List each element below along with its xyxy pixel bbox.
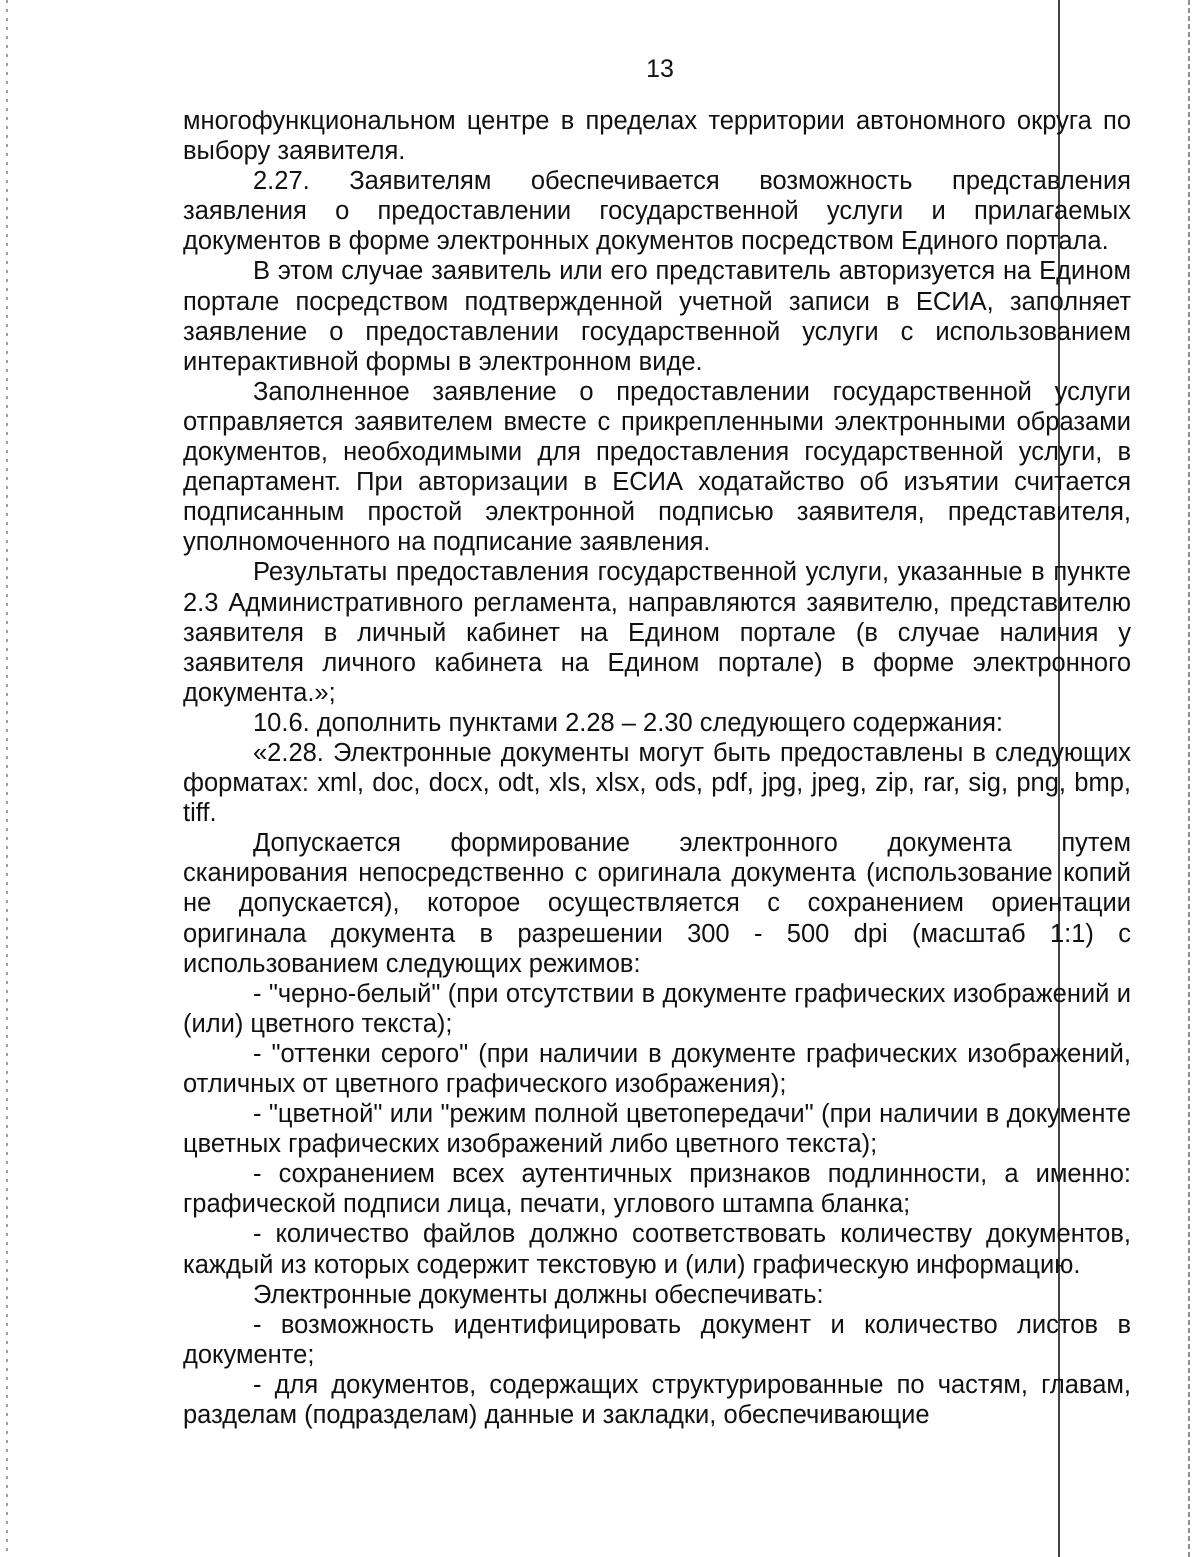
document-paragraph: - "оттенки серого" (при наличии в документе графических изображений, отличных от цветного графического изображения); (183, 1039, 1131, 1098)
document-paragraph: 10.6. дополнить пунктами 2.28 – 2.30 следующего содержания: (253, 708, 1004, 737)
document-paragraph: «2.28. Электронные документы могут быть предоставлены в следующих форматах: xml, doc, docx, odt, xls, xlsx, ods, pdf, jpg, jpeg, zip, rar, sig, png, bmp, tiff. (183, 738, 1131, 828)
document-paragraph: Результаты предоставления государственной услуги, указанные в пункте 2.3 Административного регламента, направляются заявителю, представителю заявителя в личный кабинет на Едином портале (в случае наличия у заявителя личного кабинета на Едином портале) в форме электронного документа.»; (183, 558, 1131, 707)
document-body (183, 106, 1131, 1430)
document-paragraph: 2.27. Заявителям обеспечивается возможность представления заявления о предоставлении государственной услуги и прилагаемых документов в форме электронных документов посредством Единого портала. (183, 167, 1131, 256)
document-paragraph: - возможность идентифицировать документ и количество листов в документе; (183, 1310, 1131, 1369)
document-paragraph: Допускается формирование электронного документа путем сканирования непосредственно с оригинала документа (использование копий не допускается), которое осуществляется с сохранением ориентации оригинала документа в разрешении 300 - 500 dpi (масштаб 1:1) с использованием следующих режимов: (183, 829, 1131, 978)
document-paragraph: - "черно-белый" (при отсутствии в документе графических изображений и (или) цветного текста); (183, 979, 1131, 1038)
page-number: 13 (646, 55, 674, 83)
scan-left-edge (6, 0, 8, 1557)
document-paragraph: В этом случае заявитель или его представитель авторизуется на Едином портале посредством подтвержденной учетной записи в ЕСИА, заполняет заявление о предоставлении государственной услуги с использованием интерактивной формы в электронном виде. (183, 257, 1131, 376)
document-paragraph: многофункциональном центре в пределах территории автономного округа по выбору заявителя. (183, 107, 1131, 166)
document-paragraph: - количество файлов должно соответствовать количеству документов, каждый из которых содержит текстовую и (или) графическую информацию. (183, 1220, 1131, 1279)
document-paragraph: - для документов, содержащих структурированные по частям, главам, разделам (подразделам) данные и закладки, обеспечивающие (183, 1370, 1131, 1430)
document-paragraph: Заполненное заявление о предоставлении государственной услуги отправляется заявителем вместе с прикрепленными электронными образами документов, необходимыми для предоставления государственной услуги, в департамент. При авторизации в ЕСИА ходатайство об изъятии считается подписанным простой электронной подписью заявителя, представителя, уполномоченного на подписание заявления. (183, 377, 1131, 557)
document-paragraph: - "цветной" или "режим полной цветопередачи" (при наличии в документе цветных графических изображений либо цветного текста); (183, 1100, 1131, 1159)
document-paragraph: Электронные документы должны обеспечивать: (253, 1280, 824, 1309)
document-paragraph: - сохранением всех аутентичных признаков подлинности, а именно: графической подписи лица, печати, углового штампа бланка; (183, 1160, 1131, 1219)
scan-right-edge (1188, 0, 1190, 1557)
